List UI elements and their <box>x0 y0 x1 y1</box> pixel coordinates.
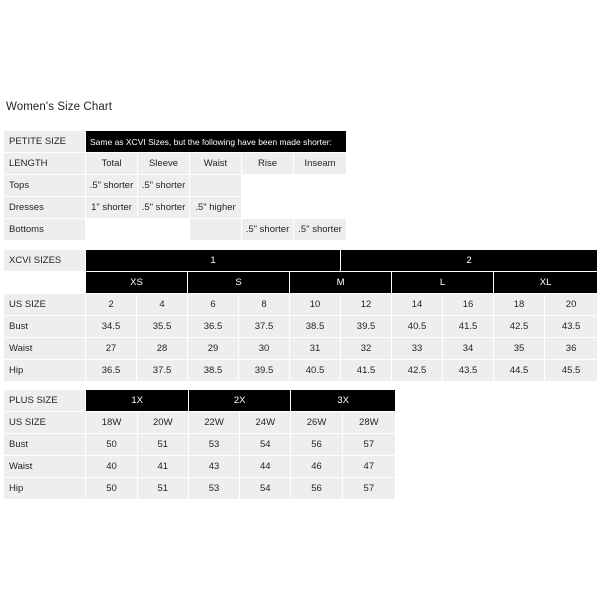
petite-row-2-cell-2 <box>190 219 242 241</box>
petite-row-0-label: Tops <box>4 175 86 197</box>
petite-row-2-cell-0 <box>86 219 138 241</box>
table-row-petite-header <box>4 131 347 153</box>
petite-row-1-cell-2: .5" higher <box>190 197 242 219</box>
xcvi-letter-xs: XS <box>86 272 188 294</box>
petite-row-1-cell-0: 1" shorter <box>86 197 138 219</box>
xcvi-row-1-cell-4: 38.5 <box>290 316 341 338</box>
xcvi-row-3-label: Hip <box>4 360 86 382</box>
plus-row-0-label: US SIZE <box>4 412 86 434</box>
xcvi-row-3-cell-2: 38.5 <box>188 360 239 382</box>
xcvi-row-0-cell-9: 20 <box>545 294 598 316</box>
xcvi-row-3-cell-4: 40.5 <box>290 360 341 382</box>
plus-row-3-cell-4: 56 <box>291 478 342 500</box>
xcvi-row-2-cell-5: 32 <box>341 338 392 360</box>
plus-row-1-cell-2: 53 <box>188 434 239 456</box>
plus-row-2-label: Waist <box>4 456 86 478</box>
xcvi-row-2-cell-3: 30 <box>239 338 290 360</box>
plus-row-1-cell-0: 50 <box>86 434 137 456</box>
plus-row-0-cell-4: 26W <box>291 412 342 434</box>
table-row-xcvi-letters <box>4 272 598 294</box>
petite-header-note: Same as XCVI Sizes, but the following have been made shorter: <box>86 131 347 153</box>
xcvi-row-2-cell-8: 35 <box>494 338 545 360</box>
petite-row-2-cell-1 <box>138 219 190 241</box>
table-row <box>4 316 598 338</box>
xcvi-row-2-cell-2: 29 <box>188 338 239 360</box>
page-title: Women's Size Chart <box>6 101 113 113</box>
xcvi-row-3-cell-1: 37.5 <box>137 360 188 382</box>
plus-size-table <box>3 389 396 500</box>
xcvi-letter-m: M <box>290 272 392 294</box>
xcvi-row-1-cell-3: 37.5 <box>239 316 290 338</box>
xcvi-row-0-cell-2: 6 <box>188 294 239 316</box>
xcvi-row-0-cell-0: 2 <box>86 294 137 316</box>
xcvi-group-1: 2 <box>341 250 598 272</box>
xcvi-row-2-cell-1: 28 <box>137 338 188 360</box>
petite-col-2: Sleeve <box>138 153 190 175</box>
xcvi-row-2-cell-4: 31 <box>290 338 341 360</box>
xcvi-row-1-cell-5: 39.5 <box>341 316 392 338</box>
xcvi-row-1-cell-2: 36.5 <box>188 316 239 338</box>
petite-col-1: Total <box>86 153 138 175</box>
petite-row-1-cell-3 <box>242 197 294 219</box>
xcvi-row-2-cell-6: 33 <box>392 338 443 360</box>
xcvi-row-1-cell-8: 42.5 <box>494 316 545 338</box>
xcvi-row-3-cell-6: 42.5 <box>392 360 443 382</box>
petite-header-label: PETITE SIZE <box>4 131 86 153</box>
plus-group-2x: 2X <box>188 390 291 412</box>
petite-row-0-cell-4 <box>294 175 347 197</box>
table-row <box>4 197 347 219</box>
plus-row-3-cell-0: 50 <box>86 478 137 500</box>
plus-row-0-cell-5: 28W <box>342 412 395 434</box>
xcvi-row-1-cell-9: 43.5 <box>545 316 598 338</box>
xcvi-row-3-cell-3: 39.5 <box>239 360 290 382</box>
xcvi-row-1-cell-6: 40.5 <box>392 316 443 338</box>
petite-row-0-cell-0: .5" shorter <box>86 175 138 197</box>
plus-row-1-label: Bust <box>4 434 86 456</box>
petite-row-1-cell-1: .5" shorter <box>138 197 190 219</box>
plus-row-0-cell-0: 18W <box>86 412 137 434</box>
plus-row-3-label: Hip <box>4 478 86 500</box>
xcvi-row-0-label: US SIZE <box>4 294 86 316</box>
xcvi-row-0-cell-6: 14 <box>392 294 443 316</box>
plus-row-2-cell-0: 40 <box>86 456 137 478</box>
xcvi-row-0-cell-7: 16 <box>443 294 494 316</box>
xcvi-row-1-label: Bust <box>4 316 86 338</box>
xcvi-row-2-cell-7: 34 <box>443 338 494 360</box>
xcvi-row-1-cell-0: 34.5 <box>86 316 137 338</box>
petite-row-0-cell-1: .5" shorter <box>138 175 190 197</box>
xcvi-row-0-cell-3: 8 <box>239 294 290 316</box>
plus-row-1-cell-4: 56 <box>291 434 342 456</box>
xcvi-row-3-cell-5: 41.5 <box>341 360 392 382</box>
xcvi-row-2-cell-0: 27 <box>86 338 137 360</box>
plus-row-2-cell-4: 46 <box>291 456 342 478</box>
petite-col-5: Inseam <box>294 153 347 175</box>
xcvi-row-3-cell-7: 43.5 <box>443 360 494 382</box>
table-row <box>4 219 347 241</box>
xcvi-row-3-cell-8: 44.5 <box>494 360 545 382</box>
plus-row-2-cell-5: 47 <box>342 456 395 478</box>
xcvi-row-0-cell-1: 4 <box>137 294 188 316</box>
petite-row-2-cell-3: .5" shorter <box>242 219 294 241</box>
plus-row-2-cell-3: 44 <box>240 456 291 478</box>
xcvi-letter-xl: XL <box>494 272 598 294</box>
petite-row-0-cell-3 <box>242 175 294 197</box>
xcvi-row-3-cell-0: 36.5 <box>86 360 137 382</box>
xcvi-letter-l: L <box>392 272 494 294</box>
petite-size-table <box>3 130 347 241</box>
plus-row-2-cell-2: 43 <box>188 456 239 478</box>
petite-col-0: LENGTH <box>4 153 86 175</box>
petite-col-3: Waist <box>190 153 242 175</box>
plus-row-1-cell-1: 51 <box>137 434 188 456</box>
petite-col-4: Rise <box>242 153 294 175</box>
xcvi-row-2-cell-9: 36 <box>545 338 598 360</box>
table-row <box>4 175 347 197</box>
plus-row-3-cell-1: 51 <box>137 478 188 500</box>
table-row-plus-groups <box>4 390 396 412</box>
xcvi-row-0-cell-5: 12 <box>341 294 392 316</box>
xcvi-label: XCVI SIZES <box>4 250 86 272</box>
table-row-xcvi-groups <box>4 250 598 272</box>
table-row <box>4 360 598 382</box>
table-row <box>4 294 598 316</box>
table-row <box>4 456 396 478</box>
xcvi-letter-s: S <box>188 272 290 294</box>
xcvi-row-1-cell-1: 35.5 <box>137 316 188 338</box>
plus-row-1-cell-5: 57 <box>342 434 395 456</box>
plus-group-1x: 1X <box>86 390 189 412</box>
petite-row-2-label: Bottoms <box>4 219 86 241</box>
plus-row-0-cell-1: 20W <box>137 412 188 434</box>
table-row <box>4 338 598 360</box>
plus-row-3-cell-2: 53 <box>188 478 239 500</box>
plus-group-3x: 3X <box>291 390 396 412</box>
plus-row-3-cell-3: 54 <box>240 478 291 500</box>
table-row <box>4 434 396 456</box>
petite-row-2-cell-4: .5" shorter <box>294 219 347 241</box>
plus-row-1-cell-3: 54 <box>240 434 291 456</box>
table-row-petite-columns <box>4 153 347 175</box>
xcvi-row-0-cell-4: 10 <box>290 294 341 316</box>
xcvi-group-0: 1 <box>86 250 341 272</box>
plus-row-0-cell-3: 24W <box>240 412 291 434</box>
plus-label: PLUS SIZE <box>4 390 86 412</box>
petite-row-0-cell-2 <box>190 175 242 197</box>
xcvi-row-3-cell-9: 45.5 <box>545 360 598 382</box>
petite-row-1-cell-4 <box>294 197 347 219</box>
xcvi-letters-spacer <box>4 272 86 294</box>
plus-row-2-cell-1: 41 <box>137 456 188 478</box>
xcvi-size-table <box>3 249 598 382</box>
xcvi-row-0-cell-8: 18 <box>494 294 545 316</box>
xcvi-row-2-label: Waist <box>4 338 86 360</box>
plus-row-3-cell-5: 57 <box>342 478 395 500</box>
table-row <box>4 478 396 500</box>
plus-row-0-cell-2: 22W <box>188 412 239 434</box>
petite-row-1-label: Dresses <box>4 197 86 219</box>
xcvi-row-1-cell-7: 41.5 <box>443 316 494 338</box>
table-row <box>4 412 396 434</box>
